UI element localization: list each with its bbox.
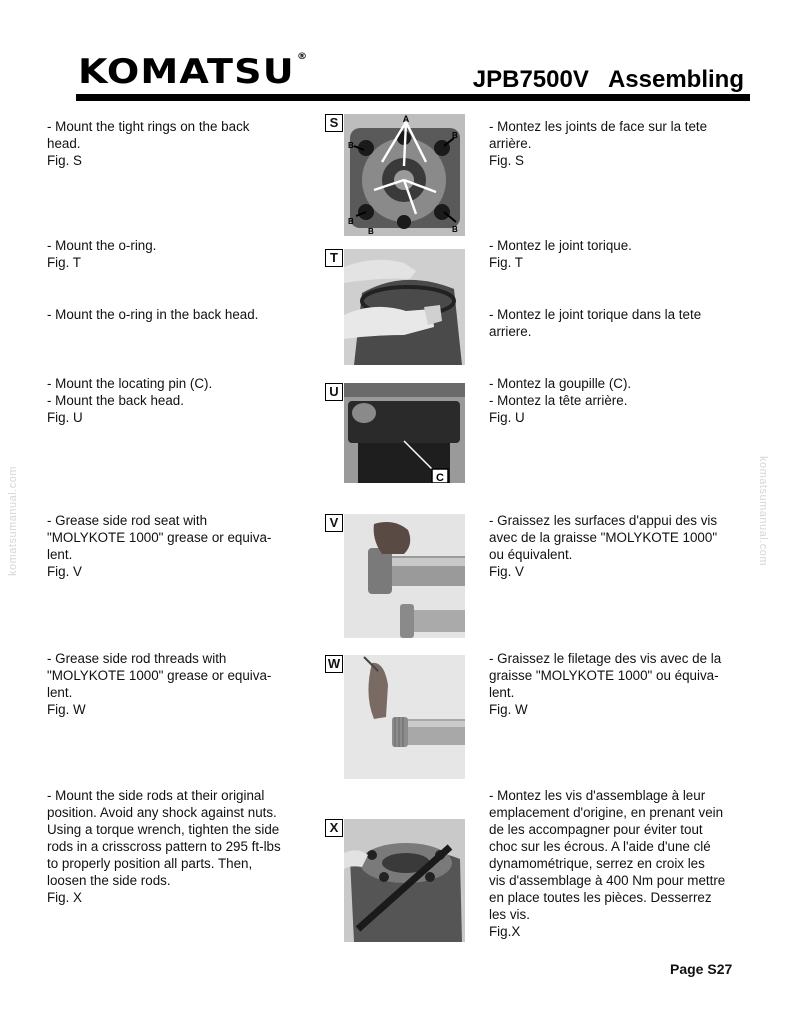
instruction-fr-w: - Graissez le filetage des vis avec de la graisse "MOLYKOTE 1000" ou équiva- lent. Fig. W xyxy=(489,651,722,717)
instruction-en-t: - Mount the o-ring. Fig. T xyxy=(47,238,157,270)
figure-v-drawing xyxy=(344,514,465,638)
figure-label-u: U xyxy=(325,383,343,401)
figure-v-photo xyxy=(344,514,465,638)
callout-c: C xyxy=(436,472,444,483)
callout-b-3: B xyxy=(348,217,354,226)
instruction-fr-v: - Graissez les surfaces d'appui des vis avec de la graisse "MOLYKOTE 1000" ou équivalent. Fig. V xyxy=(489,513,718,579)
figure-w-drawing xyxy=(344,655,465,779)
figure-u-photo xyxy=(344,383,465,483)
callout-b-1: B xyxy=(348,141,354,150)
figure-t-photo xyxy=(344,249,465,365)
figure-label-w: W xyxy=(325,655,343,673)
figure-w-photo xyxy=(344,655,465,779)
page-number: Page S27 xyxy=(670,961,733,977)
figure-u-drawing xyxy=(344,383,465,483)
figure-s-photo xyxy=(344,114,465,236)
watermark-left: komatsumanual.com xyxy=(7,466,19,576)
figure-label-v: V xyxy=(325,514,343,532)
watermark-right: komatsumanual.com xyxy=(757,456,769,566)
instruction-fr-x: - Montez les vis d'assemblage à leur emplacement d'origine, en prenant vein de les accompagner pour éviter tout choc sur les écrous. A l'aide d'une clé dynamométrique, serrez en croix les vis d'assemblage à 400 Nm pour mettre en place toutes les pièces. Desserrez les vis. Fig.X xyxy=(489,788,726,939)
instruction-en-x: - Mount the side rods at their original position. Avoid any shock against nuts. Using a torque wrench, tighten the side rods in a crisscross pattern to 295 ft-lbs to properly position all parts. Then, loosen the side rods. Fig. X xyxy=(47,788,281,905)
callout-b-2: B xyxy=(452,131,458,140)
instruction-fr-s: - Montez les joints de face sur la tete arrière. Fig. S xyxy=(489,119,708,168)
instruction-en-w: - Grease side rod threads with "MOLYKOTE 1000" grease or equiva- lent. Fig. W xyxy=(47,651,272,717)
figure-label-x: X xyxy=(325,819,343,837)
figure-label-t: T xyxy=(325,249,343,267)
instruction-fr-u: - Montez la goupille (C). - Montez la tête arrière. Fig. U xyxy=(489,376,632,425)
figure-x-drawing xyxy=(344,819,465,942)
instruction-fr-t: - Montez le joint torique. Fig. T xyxy=(489,238,632,270)
figure-t-drawing xyxy=(344,249,465,365)
figure-label-s: S xyxy=(325,114,343,132)
instruction-en-u: - Mount the locating pin (C). - Mount the back head. Fig. U xyxy=(47,376,213,425)
header-rule xyxy=(76,94,750,101)
figure-s-drawing xyxy=(344,114,465,236)
instruction-en-t-2: - Mount the o-ring in the back head. xyxy=(47,307,259,322)
instruction-en-s: - Mount the tight rings on the back head. Fig. S xyxy=(47,119,250,168)
instruction-fr-t-2: - Montez le joint torique dans la tete arriere. xyxy=(489,307,702,339)
callout-b-4: B xyxy=(452,225,458,234)
komatsu-logo: KOMATSU ® xyxy=(78,52,309,92)
document-title: JPB7500V Assembling xyxy=(472,66,744,93)
figure-x-photo xyxy=(344,819,465,942)
callout-a: A xyxy=(402,114,410,124)
callout-b-5: B xyxy=(368,227,374,236)
instruction-en-v: - Grease side rod seat with "MOLYKOTE 1000" grease or equiva- lent. Fig. V xyxy=(47,513,272,579)
